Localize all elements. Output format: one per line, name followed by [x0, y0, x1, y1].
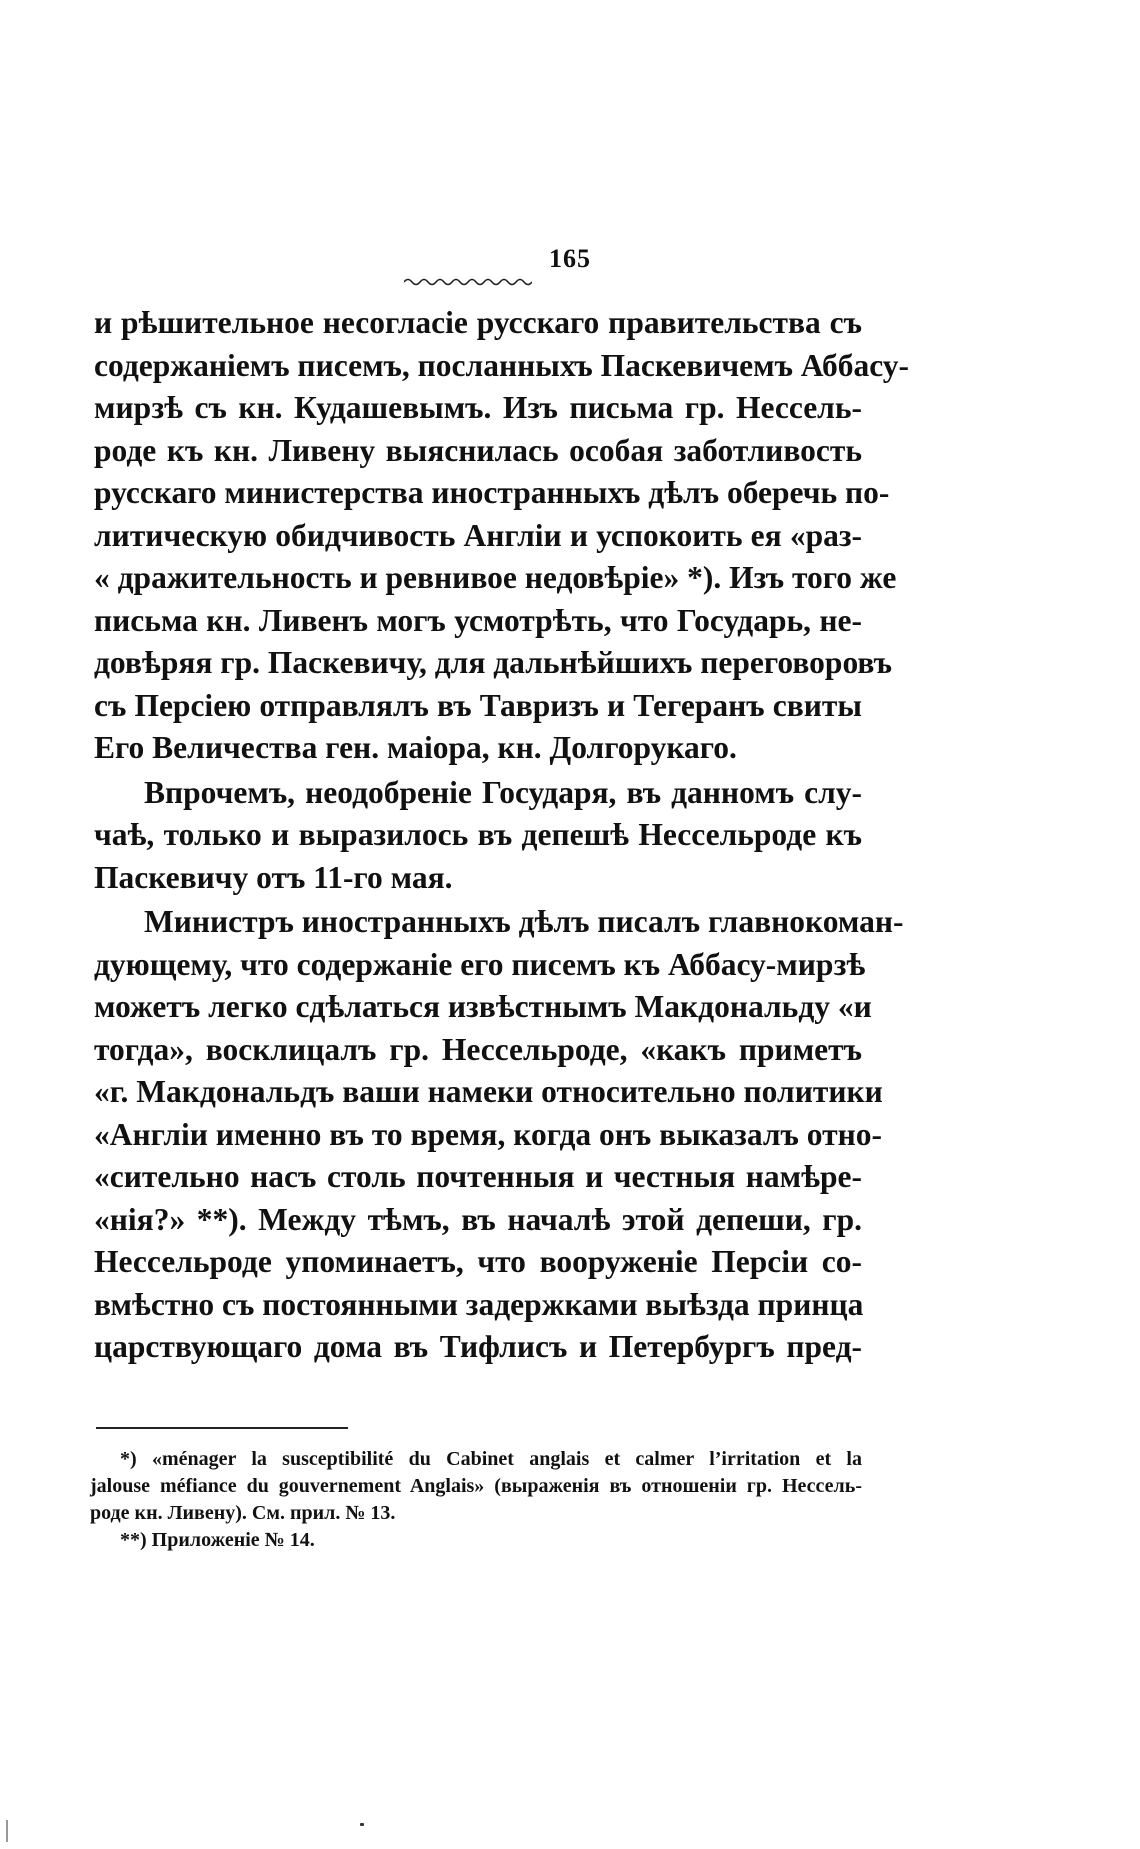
footnote-line: **) Приложеніе № 14. — [120, 1529, 315, 1551]
text-line: мирзѣ съ кн. Кудашевымъ. Изъ письма гр. Нессель- — [94, 390, 862, 425]
text-line: и рѣшительное несогласіе русскаго правительства съ — [94, 305, 862, 340]
footnote-line: роде кн. Ливену). См. прил. № 13. — [90, 1502, 396, 1524]
text-line: «Англіи именно въ то время, когда онъ выказалъ отно- — [94, 1116, 882, 1152]
text-line: Паскевичу отъ 11-го мая. — [94, 859, 453, 895]
text-line: можетъ легко сдѣлаться извѣстнымъ Макдональду «и — [94, 989, 872, 1024]
text-line: Министръ иностранныхъ дѣлъ писалъ главнокоман- — [144, 904, 904, 939]
text-line: русскаго министерства иностранныхъ дѣлъ оберечь по- — [94, 475, 890, 510]
text-line: Нессельроде упоминаетъ, что вооруженіе Персіи со- — [94, 1244, 862, 1279]
text-line: « дражительность и ревнивое недовѣріе» *). Изъ того же — [94, 560, 897, 595]
text-line: Впрочемъ, неодобреніе Государя, въ данномъ слу- — [144, 774, 862, 810]
footnote-line: *) «ménager la susceptibilité du Cabinet anglais et calmer l’irritation et la — [120, 1448, 862, 1470]
text-line: Его Величества ген. маіора, кн. Долгорукаго. — [94, 730, 737, 765]
text-line: письма кн. Ливенъ могъ усмотрѣть, что Государь, не- — [94, 602, 862, 638]
body-text — [94, 302, 910, 1369]
scan-edge-mark — [6, 1820, 8, 1842]
text-line: «сительно насъ столь почтенныя и честныя намѣре- — [94, 1159, 862, 1194]
text-line: «г. Макдональдъ ваши намеки относительно политики — [94, 1074, 883, 1109]
text-line: литическую обидчивость Англіи и успокоить ея «раз- — [94, 517, 862, 553]
text-line: дующему, что содержаніе его писемъ къ Аббасу-мирзѣ — [94, 946, 866, 982]
text-line: довѣряя гр. Паскевичу, для дальнѣйшихъ переговоровъ — [94, 645, 893, 680]
text-line: тогда», восклицалъ гр. Нессельроде, «какъ приметъ — [94, 1031, 862, 1067]
text-line: содержаніемъ писемъ, посланныхъ Паскевичемъ Аббасу- — [94, 347, 910, 383]
text-line: «нія?» **). Между тѣмъ, въ началѣ этой депеши, гр. — [94, 1201, 862, 1237]
footnotes — [90, 1446, 862, 1554]
page-number-ornament — [404, 276, 532, 288]
ink-speck — [360, 1823, 364, 1826]
footnote-line: jalouse méfiance du gouvernement Anglais» (выраженія въ отношеніи гр. Нессель- — [90, 1475, 862, 1497]
text-line: чаѣ, только и выразилось въ депешѣ Нессельроде къ — [94, 817, 862, 852]
page-number: 165 — [549, 244, 591, 273]
footnote-divider — [96, 1427, 348, 1429]
text-line: роде къ кн. Ливену выяснилась особая заботливость — [94, 432, 862, 468]
text-line: царствующаго дома въ Тифлисъ и Петербургъ пред- — [94, 1329, 862, 1364]
text-line: съ Персіею отправлялъ въ Тавризъ и Тегеранъ свиты — [94, 687, 862, 723]
text-line: вмѣстно съ постоянными задержками выѣзда принца — [94, 1286, 864, 1322]
